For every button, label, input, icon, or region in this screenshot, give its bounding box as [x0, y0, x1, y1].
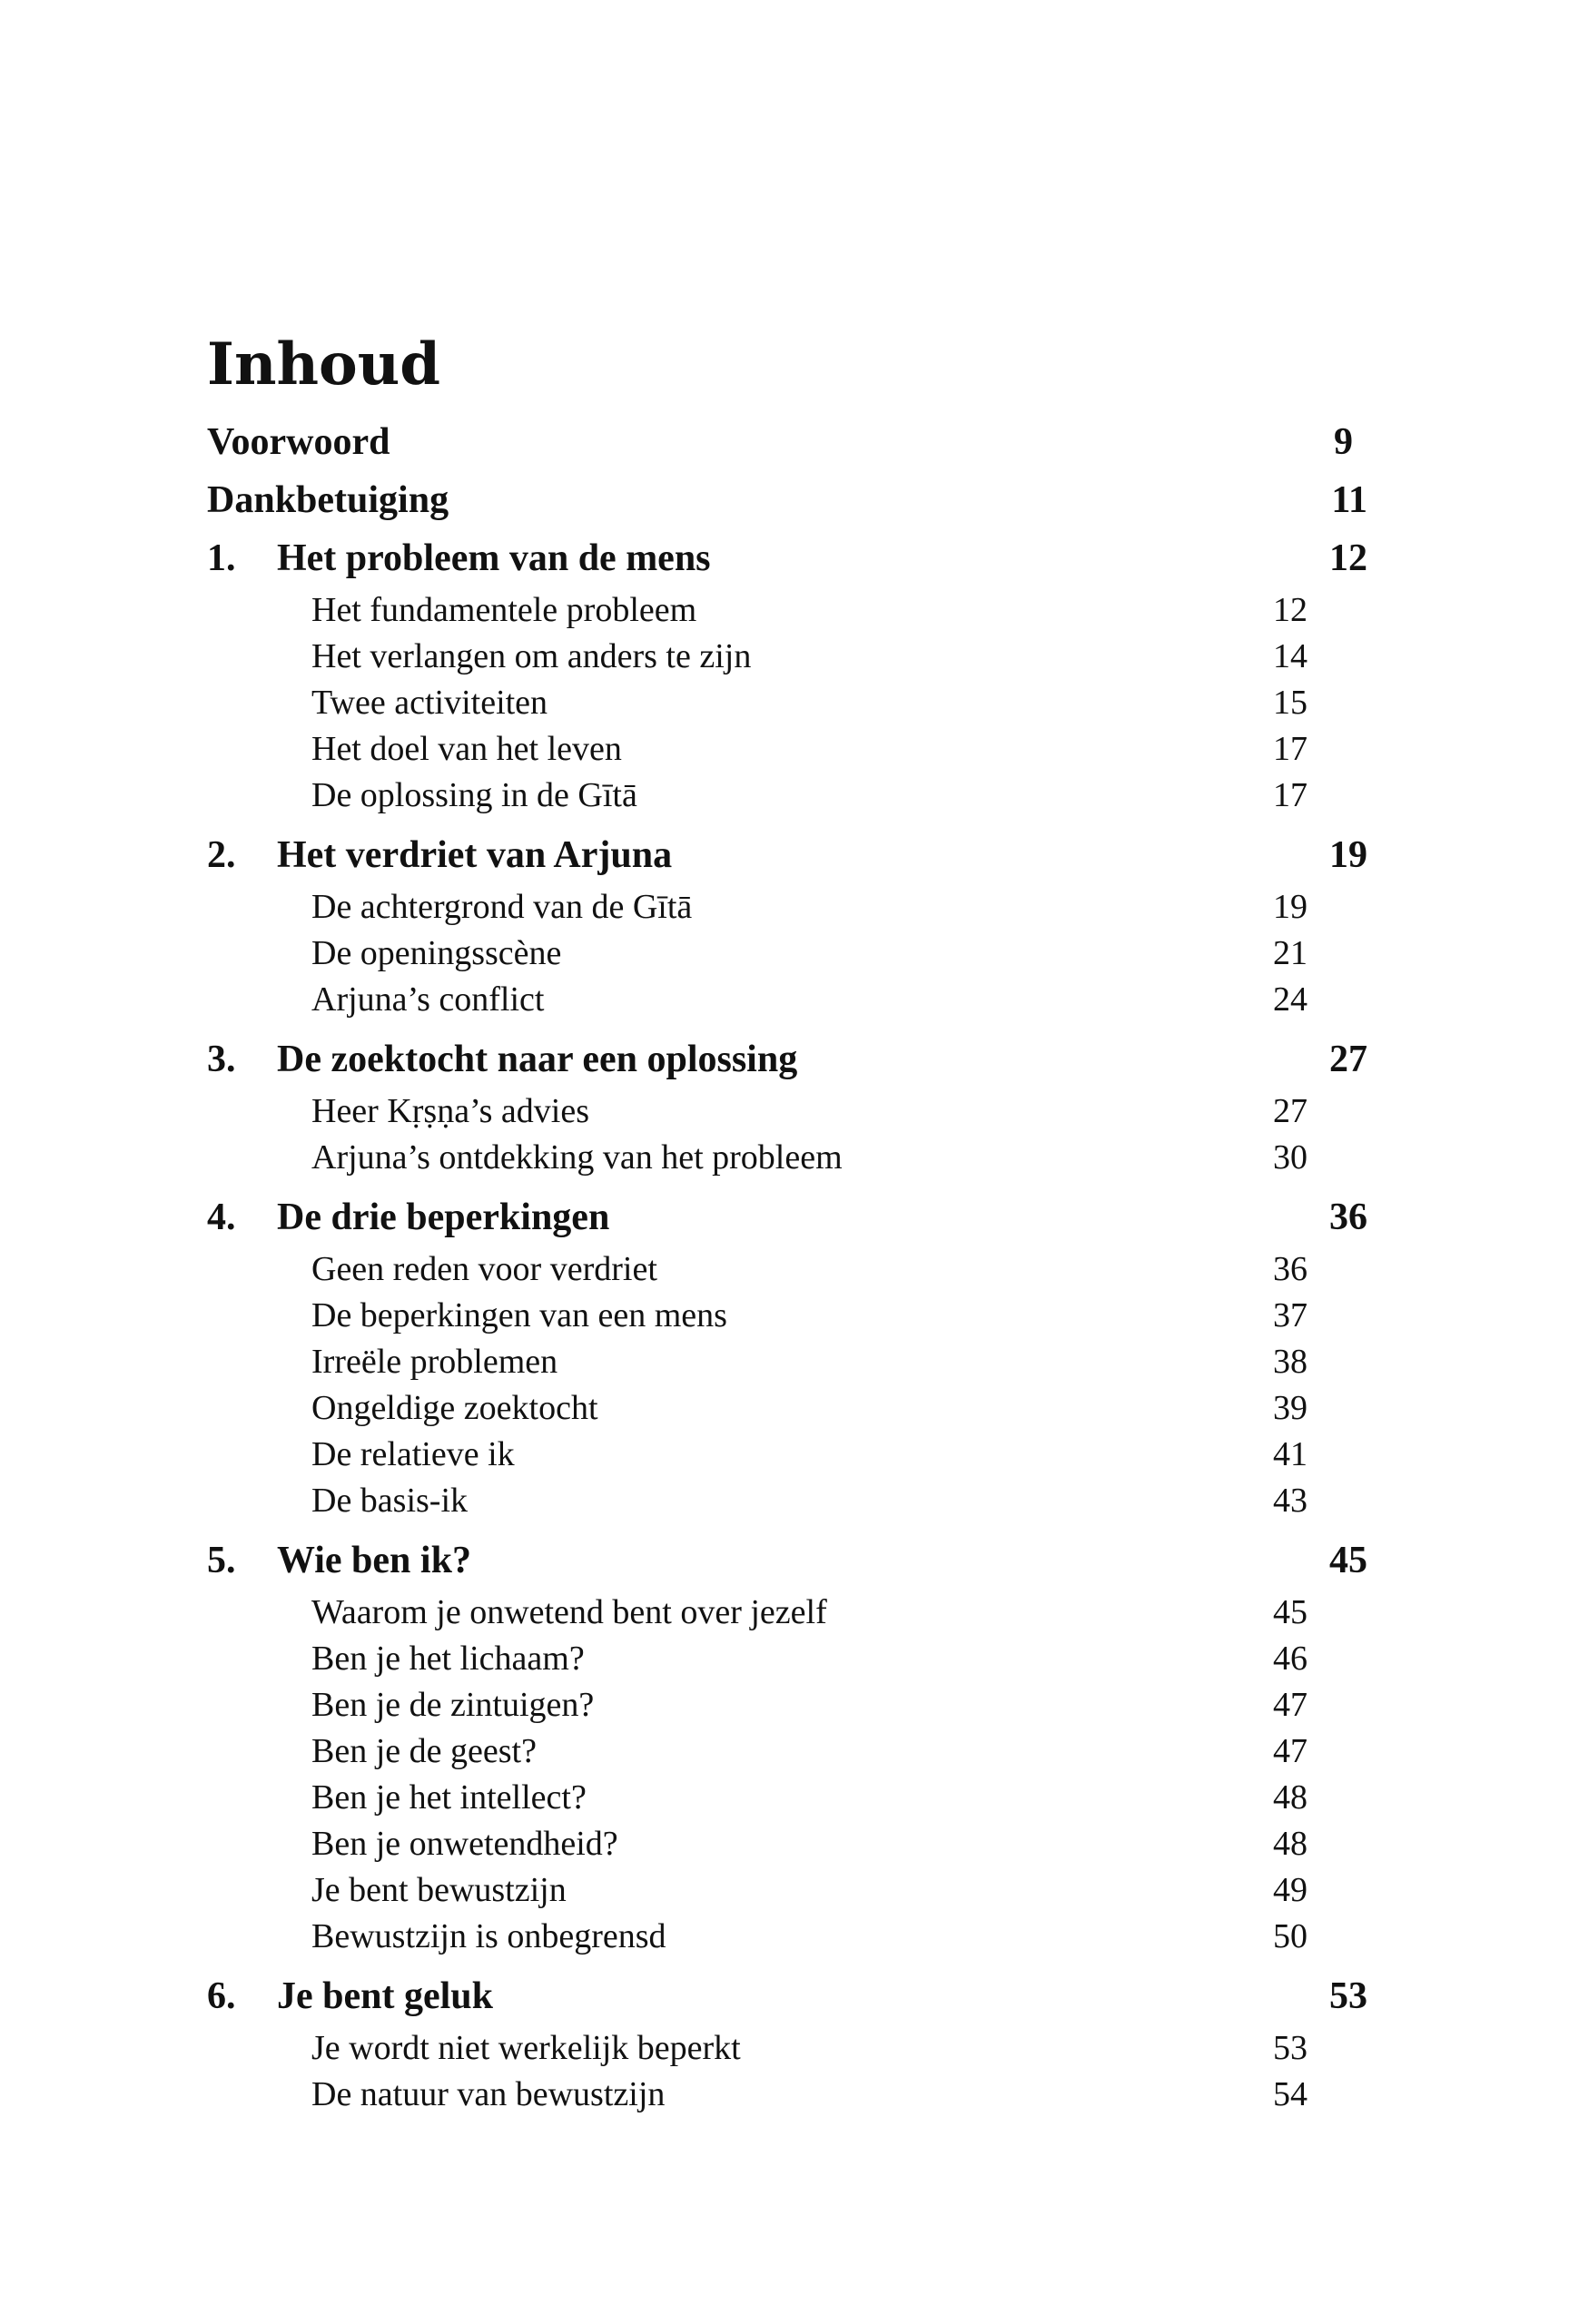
section-page: 54: [1273, 2075, 1308, 2113]
section-title: Arjuna’s ontdekking van het probleem: [311, 1138, 843, 1177]
chapter-number: 3.: [207, 1039, 236, 1080]
section-page: 48: [1273, 1778, 1308, 1817]
toc-section-entry: [207, 1867, 1387, 1914]
toc-section-entry: [207, 1821, 1387, 1867]
toc-section-entry: [207, 1135, 1387, 1181]
toc-chapter-entry: [207, 1030, 1387, 1088]
section-page: 21: [1273, 934, 1308, 972]
section-title: De basis-ik: [311, 1482, 469, 1520]
toc-chapter-entry: [207, 1188, 1387, 1246]
toc-front-entry: [207, 413, 1387, 471]
chapter-title: Wie ben ik?: [277, 1540, 471, 1581]
section-title: De relatieve ik: [311, 1435, 515, 1473]
section-title: Je bent bewustzijn: [311, 1871, 567, 1909]
section-page: 50: [1273, 1917, 1308, 1955]
front-entry-page: 9: [1334, 421, 1353, 463]
section-title: Ongeldige zoektocht: [311, 1389, 598, 1427]
toc-section-entry: [207, 1246, 1387, 1293]
section-title: De achtergrond van de Gītā: [311, 888, 693, 926]
toc-section-entry: [207, 773, 1387, 819]
section-page: 17: [1273, 730, 1308, 768]
section-page: 14: [1273, 637, 1308, 675]
toc-section-entry: [207, 931, 1387, 977]
toc-section-entry: [207, 1914, 1387, 1960]
section-title: Arjuna’s conflict: [311, 980, 545, 1019]
front-entry-page: 11: [1331, 479, 1367, 521]
section-title: Heer Kṛṣṇa’s advies: [311, 1092, 590, 1130]
section-page: 12: [1273, 591, 1308, 629]
chapter-page: 12: [1329, 537, 1367, 579]
section-page: 38: [1273, 1343, 1308, 1381]
front-entry-title: Dankbetuiging: [207, 479, 449, 521]
toc-section-entry: [207, 2025, 1387, 2072]
section-title: Ben je onwetendheid?: [311, 1825, 618, 1863]
toc-section-entry: [207, 1432, 1387, 1478]
section-title: Het verlangen om anders te zijn: [311, 637, 752, 675]
chapter-title: Je bent geluk: [277, 1975, 494, 2017]
section-page: 47: [1273, 1732, 1308, 1770]
section-page: 36: [1273, 1250, 1308, 1288]
section-page: 53: [1273, 2029, 1308, 2067]
section-page: 15: [1273, 684, 1308, 722]
section-page: 27: [1273, 1092, 1308, 1130]
chapter-page: 19: [1329, 834, 1367, 876]
chapter-page: 45: [1329, 1540, 1367, 1581]
chapter-title: Het probleem van de mens: [277, 537, 711, 579]
section-title: Ben je de geest?: [311, 1732, 537, 1770]
chapter-page: 27: [1329, 1039, 1367, 1080]
chapter-title: Het verdriet van Arjuna: [277, 834, 673, 876]
section-title: Je wordt niet werkelijk beperkt: [311, 2029, 741, 2067]
section-page: 19: [1273, 888, 1308, 926]
toc-section-entry: [207, 1682, 1387, 1728]
section-page: 37: [1273, 1296, 1308, 1334]
section-title: De oplossing in de Gītā: [311, 776, 637, 814]
toc-chapter-entry: [207, 826, 1387, 884]
section-title: Het doel van het leven: [311, 730, 622, 768]
section-title: Waarom je onwetend bent over jezelf: [311, 1593, 827, 1631]
section-title: Ben je het lichaam?: [311, 1640, 585, 1678]
toc-chapter-entry: [207, 1531, 1387, 1590]
toc-section-entry: [207, 1590, 1387, 1636]
table-of-contents: [207, 413, 1387, 2118]
toc-section-entry: [207, 680, 1387, 726]
toc-section-entry: [207, 884, 1387, 931]
toc-section-entry: [207, 726, 1387, 773]
chapter-page: 53: [1329, 1975, 1367, 2017]
section-page: 30: [1273, 1138, 1308, 1177]
chapter-number: 6.: [207, 1975, 236, 2017]
chapter-number: 5.: [207, 1540, 236, 1581]
section-title: De openingsscène: [311, 934, 562, 972]
section-page: 47: [1273, 1686, 1308, 1724]
section-page: 17: [1273, 776, 1308, 814]
toc-section-entry: [207, 587, 1387, 634]
front-entry-title: Voorwoord: [207, 421, 390, 463]
toc-section-entry: [207, 977, 1387, 1023]
toc-section-entry: [207, 1339, 1387, 1385]
toc-section-entry: [207, 1293, 1387, 1339]
section-title: Ben je het intellect?: [311, 1778, 587, 1817]
toc-section-entry: [207, 1478, 1387, 1524]
toc-front-entry: [207, 471, 1387, 529]
section-page: 45: [1273, 1593, 1308, 1631]
toc-chapter-entry: [207, 1967, 1387, 2025]
toc-chapter-entry: [207, 529, 1387, 587]
section-title: Ben je de zintuigen?: [311, 1686, 595, 1724]
toc-section-entry: [207, 1088, 1387, 1135]
chapter-number: 2.: [207, 834, 236, 876]
section-title: Bewustzijn is onbegrensd: [311, 1917, 666, 1955]
section-title: Het fundamentele probleem: [311, 591, 697, 629]
toc-section-entry: [207, 2072, 1387, 2118]
section-page: 43: [1273, 1482, 1308, 1520]
section-title: Geen reden voor verdriet: [311, 1250, 657, 1288]
chapter-title: De drie beperkingen: [277, 1196, 610, 1238]
chapter-number: 1.: [207, 537, 236, 579]
section-title: Irreële problemen: [311, 1343, 558, 1381]
section-page: 39: [1273, 1389, 1308, 1427]
section-page: 48: [1273, 1825, 1308, 1863]
toc-title: Inhoud: [207, 330, 440, 399]
toc-section-entry: [207, 1385, 1387, 1432]
section-page: 41: [1273, 1435, 1308, 1473]
section-title: De beperkingen van een mens: [311, 1296, 727, 1334]
toc-section-entry: [207, 1728, 1387, 1775]
toc-section-entry: [207, 1775, 1387, 1821]
toc-section-entry: [207, 634, 1387, 680]
section-title: De natuur van bewustzijn: [311, 2075, 666, 2113]
chapter-page: 36: [1329, 1196, 1367, 1238]
chapter-number: 4.: [207, 1196, 236, 1238]
section-title: Twee activiteiten: [311, 684, 548, 722]
section-page: 24: [1273, 980, 1308, 1019]
section-page: 49: [1273, 1871, 1308, 1909]
chapter-title: De zoektocht naar een oplossing: [277, 1039, 798, 1080]
section-page: 46: [1273, 1640, 1308, 1678]
toc-section-entry: [207, 1636, 1387, 1682]
